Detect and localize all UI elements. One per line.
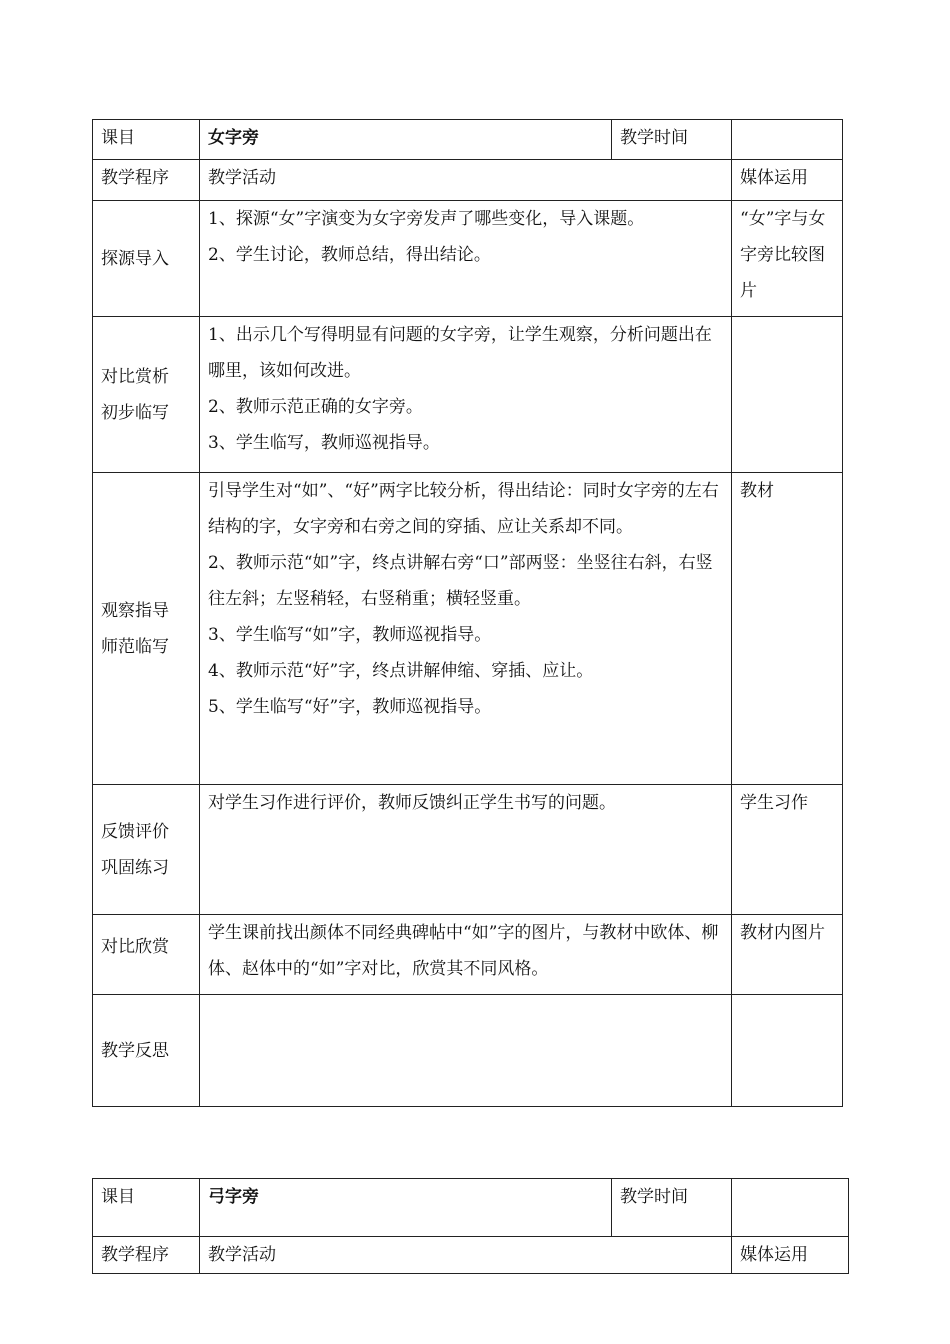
stage-cell: 反馈评价 巩固练习 bbox=[93, 785, 200, 915]
procedure-header: 教学程序 bbox=[93, 1237, 200, 1274]
teaching-time-value bbox=[732, 120, 843, 160]
stage-cell: 观察指导 师范临写 bbox=[93, 473, 200, 785]
teaching-time-label: 教学时间 bbox=[612, 1179, 732, 1237]
course-label: 课目 bbox=[93, 1179, 200, 1237]
media-cell: 教材内图片 bbox=[732, 915, 843, 995]
course-title: 女字旁 bbox=[200, 120, 612, 160]
course-label: 课目 bbox=[93, 120, 200, 160]
activity-cell: 1、出示几个写得明显有问题的女字旁，让学生观察，分析问题出在哪里，该如何改进。 2、教师示范正确的女字旁。 3、学生临写，教师巡视指导。 bbox=[200, 317, 732, 473]
table-row bbox=[93, 317, 843, 473]
activity-cell: 学生课前找出颜体不同经典碑帖中“如”字的图片，与教材中欧体、柳体、赵体中的“如”字对比，欣赏其不同风格。 bbox=[200, 915, 732, 995]
media-cell: 学生习作 bbox=[732, 785, 843, 915]
stage-cell: 对比赏析 初步临写 bbox=[93, 317, 200, 473]
table-row bbox=[93, 995, 843, 1107]
course-title: 弓字旁 bbox=[200, 1179, 612, 1237]
activity-cell bbox=[200, 995, 732, 1107]
table-row bbox=[93, 785, 843, 915]
teaching-time-value bbox=[732, 1179, 849, 1237]
procedure-header: 教学程序 bbox=[93, 160, 200, 201]
stage-cell: 探源导入 bbox=[93, 201, 200, 317]
activity-header: 教学活动 bbox=[200, 1237, 732, 1274]
media-cell bbox=[732, 317, 843, 473]
activity-header: 教学活动 bbox=[200, 160, 732, 201]
lesson-plan-table-1 bbox=[92, 119, 843, 1107]
media-cell: 教材 bbox=[732, 473, 843, 785]
activity-cell: 1、探源“女”字演变为女字旁发声了哪些变化，导入课题。 2、学生讨论，教师总结，得出结论。 bbox=[200, 201, 732, 317]
activity-cell: 对学生习作进行评价，教师反馈纠正学生书写的问题。 bbox=[200, 785, 732, 915]
media-header: 媒体运用 bbox=[732, 160, 843, 201]
media-header: 媒体运用 bbox=[732, 1237, 849, 1274]
table-row bbox=[93, 915, 843, 995]
stage-cell: 教学反思 bbox=[93, 995, 200, 1107]
media-cell: “女”字与女字旁比较图片 bbox=[732, 201, 843, 317]
media-cell bbox=[732, 995, 843, 1107]
lesson-plan-table-2 bbox=[92, 1178, 849, 1274]
table-row bbox=[93, 201, 843, 317]
teaching-time-label: 教学时间 bbox=[612, 120, 732, 160]
table-row bbox=[93, 473, 843, 785]
stage-cell: 对比欣赏 bbox=[93, 915, 200, 995]
activity-cell: 引导学生对“如”、“好”两字比较分析，得出结论：同时女字旁的左右结构的字，女字旁和右旁之间的穿插、应让关系却不同。 2、教师示范“如”字，终点讲解右旁“口”部两竖：坐竖往右斜，右竖往左斜；左竖稍轻，右竖稍重；横轻竖重。 3、学生临写“如”字，教师巡视指导。 4、教师示范“好”字，终点讲解伸缩、穿插、应让。 5、学生临写“好”字，教师巡视指导。 bbox=[200, 473, 732, 785]
